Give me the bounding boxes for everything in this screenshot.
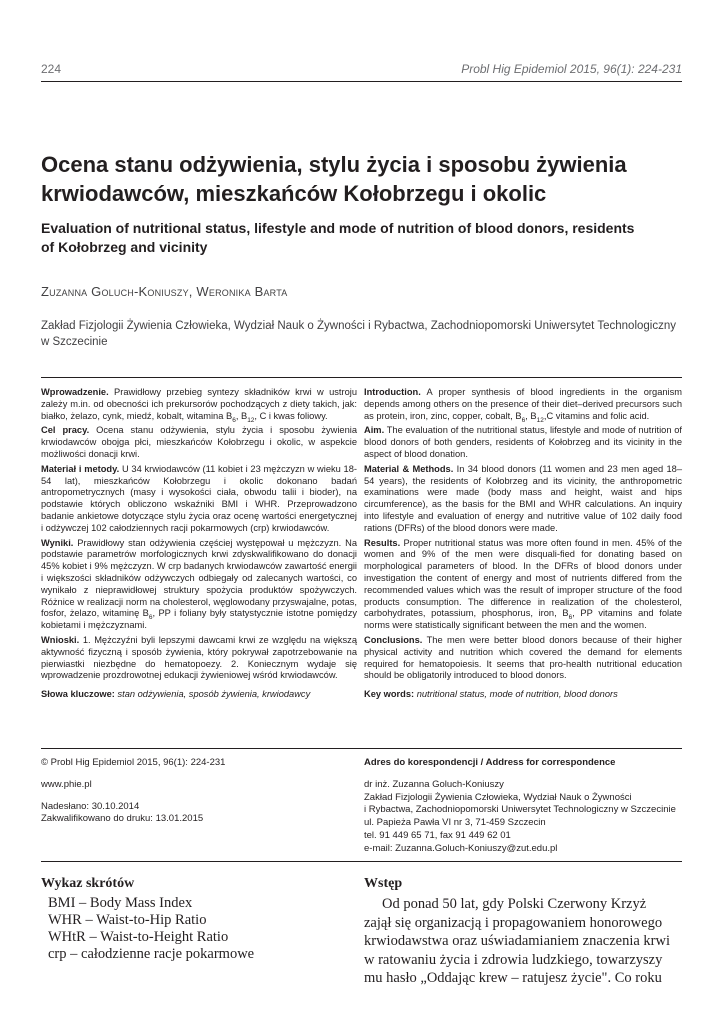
body-divider — [41, 861, 682, 862]
abstract-en-methods: Material & Methods. In 34 blood donors (11 women and 23 men aged 18–54 years), the residents of Kołobrzeg and its vicinity, the anthropometric examinations were made (body mass and height, waist and hips circumference), as the basis for the BMI and WHR calculations. An inquiry into lifestyle and evaluation of energy and nutritive value of 102 daily food rations (DFRs) of the blood donors were made. — [364, 463, 682, 533]
correspondence-heading: Adres do korespondencji / Address for correspondence — [364, 757, 616, 768]
introduction-heading: Wstęp — [364, 876, 403, 891]
abstract-en-introduction: Introduction. A proper synthesis of blood ingredients in the organism depends among others on the presence of their diet–derived precursors such as protein, iron, zinc, copper, cobalt, $B_6$, $B_{12},C$ vitamins and folic acid. — [364, 387, 682, 424]
correspondence-line: Zakład Fizjologii Żywienia Człowieka, Wydział Nauk o Żywności — [364, 791, 632, 803]
journal-info — [41, 757, 351, 826]
introduction-text: Od ponad 50 lat, gdy Polski Czerwony Krzyż zajął się organizacją i propagowaniem honorowego krwiodawstwa oraz uświadamianiem znaczenia krwi w ratowaniu życia i zdrowia ludzkiego, towarzyszy mu hasło „Oddając krew – ratujesz życie". Co roku — [364, 896, 670, 986]
correspondence-line: dr inż. Zuzanna Goluch-Koniuszy — [364, 778, 504, 790]
abstract-bottom-divider — [41, 748, 682, 749]
abstract-pl-keywords: Słowa kluczowe: stan odżywienia, sposób żywienia, krwiodawcy — [41, 689, 311, 700]
correspondence-email-link[interactable]: e-mail: Zuzanna.Goluch-Koniuszy@zut.edu.pl — [364, 842, 558, 854]
correspondence — [364, 757, 684, 856]
journal-website-link[interactable]: www.phie.pl — [41, 778, 92, 790]
received-date: Nadesłano: 30.10.2014 — [41, 800, 140, 812]
authors: Zuzanna Goluch-Koniuszy, Weronika Barta — [41, 284, 288, 299]
page-number: 224 — [41, 62, 62, 76]
abstract-pl-introduction: Wprowadzenie. Prawidłowy przebieg syntezy składników krwi w ustroju zależy m.in. od obecności ich prekursorów pochodzących z diety takich, jak: białko, żelazo, cynk, miedź, kobalt, witamina $B_6$, $B_{12}$, C i kwas foliowy. — [41, 387, 357, 424]
abbreviations-list — [48, 895, 254, 963]
abstract-pl-methods: Materiał i metody. U 34 krwiodawców (11 kobiet i 23 mężczyzn w wieku 18-54 lat), mieszkańców Kołobrzegu i okolic dokonano badań antropometrycznych (masy i wysokości ciała, obwodu talii i bioder), na podstawie których obliczono wskaźniki BMI i WHR. Przeprowadzono badanie ankietowe dotyczące stylu życia oraz ocenę wartości energetycznej i odżywczej 102 całodziennych racji pokarmowych (crp) krwiodawców. — [41, 463, 357, 533]
article-title-english: Evaluation of nutritional status, lifestyle and mode of nutrition of blood donors, residents of Kołobrzeg and vicinity — [41, 220, 635, 255]
accepted-date: Zakwalifikowano do druku: 13.01.2015 — [41, 813, 204, 825]
journal-citation: Probl Hig Epidemiol 2015, 96(1): 224-231 — [461, 62, 682, 76]
abstract-en-results: Results. Proper nutritional status was more often found in men. 45% of the women and 9% of the men were disquali-fied for donating based on morphological parameters of blood. In the DFRs of blood donors under investigation the content of energy and most of nutrients differed from the recommended values which was the result of improper structure of the food products consumption. The difference in realization of the cholesterol, carbohydrates, potassium, phosphorus, iron, $B_6$, PP vitamins and folate norms were statistically significant between the men and the women. — [364, 537, 682, 631]
abbreviation-item: WHtR – Waist-to-Height Ratio — [48, 929, 229, 945]
abstract-en-conclusions: Conclusions. The men were better blood donors because of their higher physical activity and nutrition which covered the demand for elements required for hematopoiesis. It seems that pro-health nutritional education should be obligatorily introduced to blood donors. — [364, 634, 682, 681]
abbreviation-item: crp – całodzienne racje pokarmowe — [48, 946, 255, 962]
article-title-polish: Ocena stanu odżywienia, stylu życia i sposobu żywienia krwiodawców, mieszkańców Kołobrzegu i okolic — [41, 152, 627, 206]
abbreviation-item: BMI – Body Mass Index — [48, 895, 193, 911]
abstract-top-divider — [41, 377, 682, 378]
abbreviations-heading: Wykaz skrótów — [41, 876, 135, 891]
correspondence-line: i Rybactwa, Zachodniopomorski Uniwersytet Technologiczny w Szczecinie — [364, 804, 676, 816]
correspondence-line: tel. 91 449 65 71, fax 91 449 62 01 — [364, 829, 511, 841]
abstract-pl-results: Wyniki. Prawidłowy stan odżywienia częściej występował u mężczyzn. Na podstawie parametrów morfologicznych krwi zdyskwalifikowano do donacji 45% kobiet i 9% mężczyzn. W crp badanych krwiodawców zawartość energii i większości składników odżywczych odbiegały od zalecanych wartości, co wynikało z nieprawidłowej struktury spożycia produktów spożywczych. Różnice w realizacji norm na cholesterol, węglowodany przyswajalne, potas, fosfor, żelazo, witaminę $B_6$, PP i foliany były statystycznie istotne pomiędzy kobietami i mężczyznami. — [41, 537, 357, 631]
header-divider — [41, 81, 682, 82]
abstract-english — [364, 387, 682, 704]
copyright-line: © Probl Hig Epidemiol 2015, 96(1): 224-231 — [41, 757, 226, 768]
abbreviation-item: WHR – Waist-to-Hip Ratio — [48, 912, 207, 928]
abstract-pl-conclusions: Wnioski. 1. Mężczyźni byli lepszymi dawcami krwi ze względu na większą aktywność fizyczną i sposób żywienia, który pokrywał zapotrzebowanie na pierwiastki niezbędne do hematopoezy. 2. Koniecznym wydaje się wprowadzenie prozdrowotnej edukacji żywieniowej wśród krwiodawców. — [41, 634, 357, 681]
correspondence-line: ul. Papieża Pawła VI nr 3, 71-459 Szczecin — [364, 817, 546, 829]
affiliation: Zakład Fizjologii Żywienia Człowieka, Wydział Nauk o Żywności i Rybactwa, Zachodniopomorski Uniwersytet Technologiczny w Szczecinie — [41, 320, 676, 348]
abstract-en-keywords: Key words: nutritional status, mode of nutrition, blood donors — [364, 689, 618, 700]
abstract-pl-aim: Cel pracy. Ocena stanu odżywienia, stylu życia i sposobu żywienia krwiodawców obojga płci, mieszkańców Kołobrzegu i okolic, w aspekcie możliwości donacji krwi. — [41, 425, 357, 459]
abstract-polish — [41, 387, 357, 704]
abstract-en-aim: Aim. The evaluation of the nutritional status, lifestyle and mode of nutrition of blood donors of both genders, residents of Kołobrzeg and its vicinity in the aspect of blood donation. — [364, 425, 682, 459]
